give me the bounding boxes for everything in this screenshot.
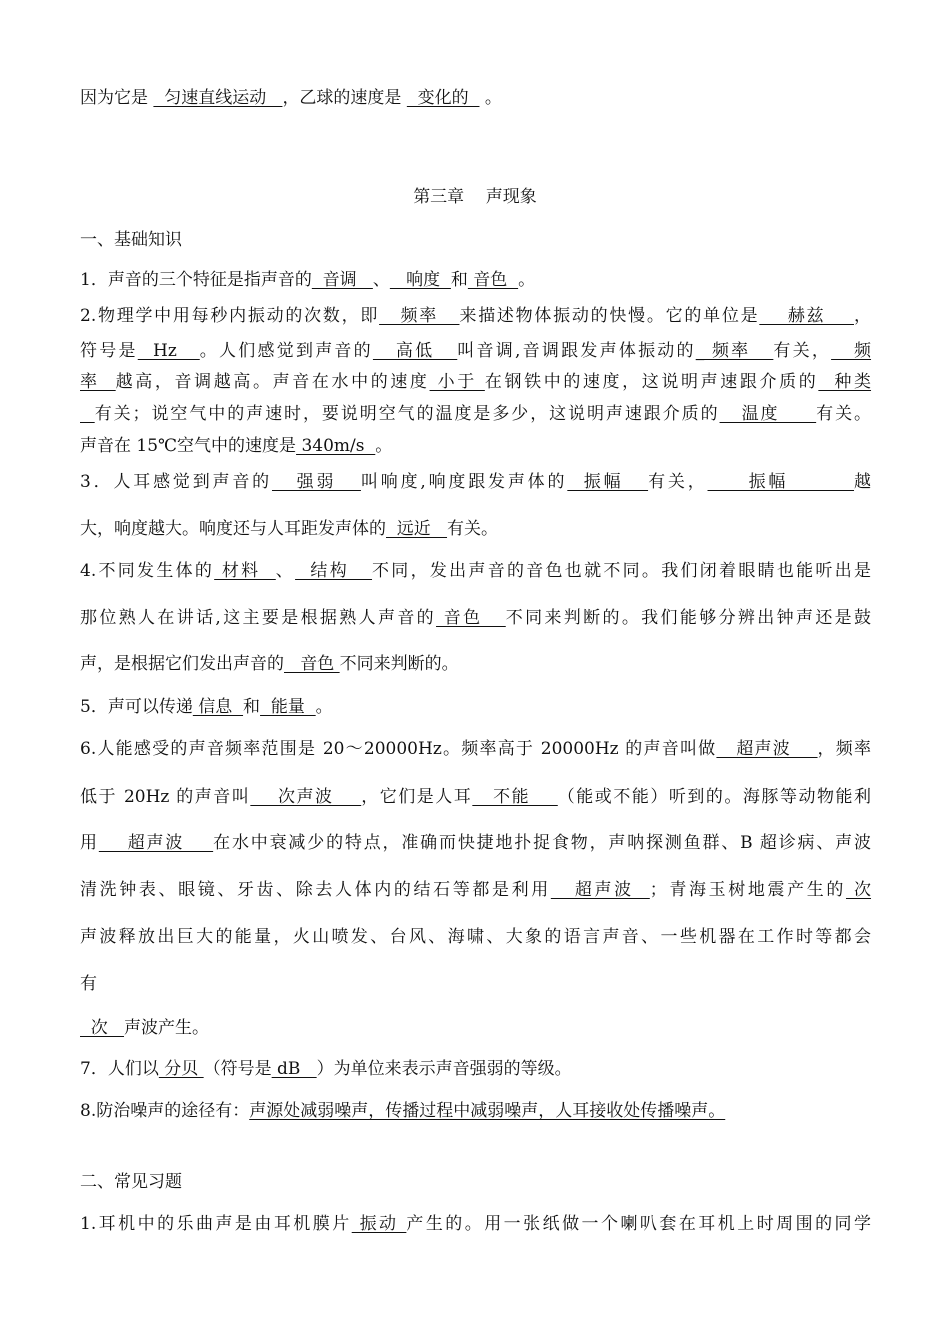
answer-blank: 不能 (472, 787, 558, 807)
text: 声音在 15℃空气中的速度是 (80, 436, 297, 456)
answer-blank: 小于 (429, 372, 485, 392)
text: （符号是 (203, 1059, 272, 1079)
text: 越 (854, 472, 872, 492)
text: 和 (243, 697, 261, 717)
text-line (80, 340, 871, 362)
text: 大，响度越大。响度还与人耳距发声体的 (80, 519, 386, 539)
text: 因为它是 (80, 88, 148, 108)
text-line (80, 879, 871, 901)
answer-blank: 次声波 (250, 787, 362, 807)
text: 用 (80, 833, 99, 853)
answer-blank: 远近 (386, 519, 448, 539)
text-line (80, 87, 502, 109)
text: 有关， (773, 341, 832, 361)
text-line (80, 1100, 725, 1122)
text: 符号是 (80, 341, 138, 361)
text: 叫响度,响度跟发声体的 (360, 472, 568, 492)
text: 。人们感觉到声音的 (199, 341, 373, 361)
answer-blank: 高低 (372, 341, 458, 361)
text: 。 (484, 88, 502, 108)
answer-blank: 音色 (467, 270, 519, 290)
text: 清洗钟表、眼镜、牙齿、除去人体内的结石等都是利用 (80, 880, 551, 900)
text: 不同来判断的。我们能够分辨出钟声还是鼓 (505, 608, 872, 628)
text: 、 (372, 270, 390, 290)
text: 。 (375, 436, 393, 456)
text: 7．人们以 (80, 1059, 159, 1079)
answer-blank: 超声波 (550, 880, 650, 900)
answer-blank: 频率 (379, 306, 460, 326)
answer-blank: 次 (80, 1018, 125, 1038)
text: 8.防治噪声的途径有： (80, 1101, 250, 1121)
text-line (80, 560, 871, 582)
text: 1．声音的三个特征是指声音的 (80, 270, 312, 290)
answer-blank: 振动 (351, 1214, 407, 1234)
text: 6.人能感受的声音频率范围是 20～20000Hz。频率高于 20000Hz 的声音叫做 (80, 739, 717, 759)
text: 。 (518, 270, 536, 290)
answer-blank: 超声波 (716, 739, 818, 759)
answer-blank: 率 (80, 372, 116, 392)
answer-blank: 能量 (260, 697, 316, 717)
text: 5．声可以传递 (80, 697, 193, 717)
answer-blank: 响度 (389, 270, 451, 290)
text-line (80, 1213, 871, 1235)
answer-blank: 次 (845, 880, 872, 900)
answer-blank: 音色 (284, 654, 340, 674)
text: 有关；说空气中的声速时，要说明空气的温度是多少，这说明声速跟介质的 (94, 404, 720, 424)
text: 有关。 (447, 519, 499, 539)
answer-blank: 340m/s (296, 436, 376, 456)
text: 声，是根据它们发出声音的 (80, 654, 284, 674)
text-line (80, 1017, 209, 1039)
text: 3．人耳感觉到声音的 (80, 472, 272, 492)
answer-blank: 超声波 (98, 833, 214, 853)
text-line (80, 607, 871, 629)
answer-blank: 振幅 (567, 472, 649, 492)
text: 声波产生。 (124, 1018, 210, 1038)
text: 来描述物体振动的快慢。它的单位是 (459, 306, 760, 326)
text: 有关。 (816, 404, 872, 424)
text: 低于 20Hz 的声音叫 (80, 787, 251, 807)
text-line (80, 403, 871, 425)
answer-blank: 振幅 (707, 472, 855, 492)
answer-blank: 声源处减弱噪声，传播过程中减弱噪声，人耳接收处传播噪声。 (249, 1101, 726, 1121)
text: 在钢铁中的速度，这说明声速跟介质的 (484, 372, 819, 392)
answer-blank: 分贝 (158, 1059, 204, 1079)
text: ，它们是人耳 (361, 787, 473, 807)
text: 不同来判断的。 (339, 654, 459, 674)
text: 有关， (648, 472, 708, 492)
answer-blank: 匀速直线运动 (153, 88, 283, 108)
answer-blank (80, 404, 95, 424)
answer-blank: 结构 (295, 561, 373, 581)
text-line (80, 435, 392, 457)
text: 那位熟人在讲话,这主要是根据熟人声音的 (80, 608, 437, 628)
text-line (80, 471, 871, 493)
answer-blank: 温度 (719, 404, 817, 424)
text: 产生的。用一张纸做一个喇叭套在耳机上时周围的同学 (406, 1214, 872, 1234)
text: 1.耳机中的乐曲声是由耳机膜片 (80, 1214, 352, 1234)
text: 在水中衰减少的特点，准确而快捷地扑捉食物，声呐探测鱼群、B 超诊病、声波 (213, 833, 872, 853)
text: 越高，音调越高。声音在水中的速度 (115, 372, 430, 392)
answer-blank: 材料 (214, 561, 276, 581)
answer-blank: 强弱 (271, 472, 361, 492)
text-line (80, 371, 871, 393)
answer-blank: 信息 (192, 697, 244, 717)
answer-blank: 变化的 (406, 88, 480, 108)
text: ， (853, 306, 871, 326)
answer-blank: 赫兹 (759, 306, 854, 326)
text: ，乙球的速度是 (282, 88, 402, 108)
answer-blank: dB (271, 1059, 317, 1079)
section-heading: 一、基础知识 (80, 230, 182, 250)
chapter-title: 第三章 声现象 (413, 187, 537, 207)
text-line (80, 696, 333, 718)
text: 、 (275, 561, 296, 581)
answer-blank: 音色 (436, 608, 506, 628)
text: 4.不同发生体的 (80, 561, 215, 581)
text-line (80, 786, 871, 808)
text: ，频率 (817, 739, 872, 759)
text: 2.物理学中用每秒内振动的次数，即 (80, 306, 380, 326)
text: 不同，发出声音的音色也就不同。我们闭着眼睛也能听出是 (372, 561, 871, 581)
text-line: 有 (80, 974, 97, 994)
text: ）为单位来表示声音强弱的等级。 (316, 1059, 572, 1079)
text-line (80, 738, 871, 760)
answer-blank: 音调 (311, 270, 373, 290)
answer-blank: 频 (831, 341, 872, 361)
text-line: 声波释放出巨大的能量，火山喷发、台风、海啸、大象的语言声音、一些机器在工作时等都会 (80, 927, 871, 947)
answer-blank: _ 频率 (695, 341, 774, 361)
text: （能或不能）听到的。海豚等动物能利 (557, 787, 872, 807)
text-line (80, 518, 498, 540)
text-line (80, 305, 871, 327)
text-line (80, 1058, 572, 1080)
text-line (80, 653, 459, 675)
text: 。 (315, 697, 333, 717)
section-heading: 二、常见习题 (80, 1172, 182, 1192)
answer-blank: 种类 (818, 372, 872, 392)
answer-blank: Hz (137, 341, 200, 361)
text-line (80, 269, 535, 291)
text: 叫音调,音调跟发声体振动的 (457, 341, 696, 361)
text: 和 (450, 270, 468, 290)
text-line (80, 832, 871, 854)
text: ；青海玉树地震产生的 (649, 880, 846, 900)
